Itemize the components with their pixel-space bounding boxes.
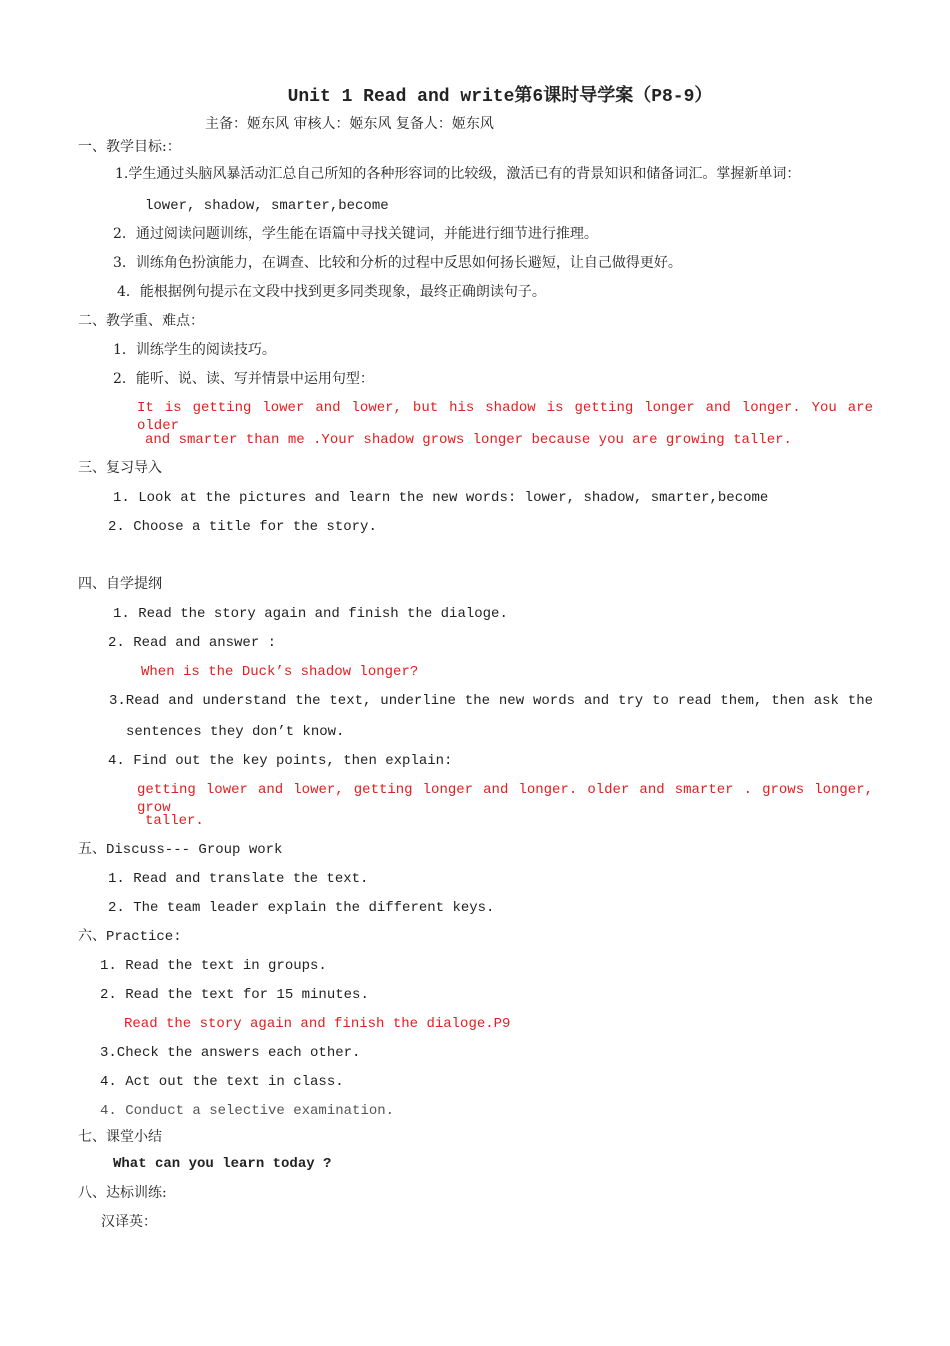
sentence-pattern-line-1: It is getting lower and lower, but his shadow is getting longer and longer. You are older — [137, 400, 873, 434]
self-study-item-2: 2. Read and answer : — [108, 635, 277, 651]
objective-2: 2．通过阅读问题训练，学生能在语篇中寻找关键词，并能进行细节进行推理。 — [113, 226, 598, 242]
section-2-heading: 二、教学重、难点： — [78, 313, 204, 329]
key-points-line-2: taller. — [145, 813, 204, 829]
practice-item-3: 3.Check the answers each other. — [100, 1045, 361, 1061]
section-5-heading: 五、Discuss--- Group work — [78, 842, 283, 858]
self-study-item-1: 1. Read the story again and finish the dialoge. — [113, 606, 508, 622]
review-item-1: 1. Look at the pictures and learn the new words: lower, shadow, smarter,become — [113, 490, 769, 506]
authors-line: 主备：姬东风 审核人：姬东风 复备人：姬东风 — [205, 116, 494, 132]
self-study-question: When is the Duck’s shadow longer? — [141, 664, 419, 680]
translation-task: 汉译英： — [101, 1214, 157, 1230]
sentence-pattern-line-2: and smarter than me .Your shadow grows longer because you are growing taller. — [145, 432, 792, 448]
objective-3: 3．训练角色扮演能力，在调查、比较和分析的过程中反思如何扬长避短，让自己做得更好。 — [113, 255, 682, 271]
objective-1-words: lower, shadow, smarter,become — [145, 198, 389, 214]
summary-question: What can you learn today ? — [113, 1156, 332, 1172]
section-4-heading: 四、自学提纲 — [78, 576, 162, 592]
self-study-item-3-line-1: 3.Read and understand the text, underline the new words and try to read them, then ask the — [109, 693, 873, 709]
key-point-2: 2．能听、说、读、写并情景中运用句型： — [113, 371, 374, 387]
self-study-item-3-line-2: sentences they don’t know. — [126, 724, 345, 740]
practice-item-2: 2. Read the text for 15 minutes. — [100, 987, 369, 1003]
section-8-heading: 八、达标训练: — [78, 1185, 167, 1201]
discuss-item-1: 1. Read and translate the text. — [108, 871, 369, 887]
objective-4: 4．能根据例句提示在文段中找到更多同类现象，最终正确朗读句子。 — [117, 284, 546, 300]
key-point-1: 1．训练学生的阅读技巧。 — [113, 342, 276, 358]
objective-1: 1.学生通过头脑风暴活动汇总自己所知的各种形容词的比较级，激活已有的背景知识和储备词汇。掌握新单词： — [115, 166, 801, 182]
section-6-heading: 六、Practice: — [78, 929, 182, 945]
section-3-heading: 三、复习导入 — [78, 460, 162, 476]
practice-item-1: 1. Read the text in groups. — [100, 958, 327, 974]
practice-item-5: 4. Conduct a selective examination. — [100, 1103, 395, 1119]
self-study-item-4: 4. Find out the key points, then explain: — [108, 753, 453, 769]
page-title: Unit 1 Read and write第6课时导学案（P8-9） — [287, 87, 713, 107]
section-1-heading: 一、教学目标:： — [78, 139, 181, 155]
key-points-line-1: getting lower and lower, getting longer and longer. older and smarter . grows longer, grow — [137, 782, 873, 816]
review-item-2: 2. Choose a title for the story. — [108, 519, 377, 535]
discuss-item-2: 2. The team leader explain the different keys. — [108, 900, 495, 916]
practice-item-4: 4. Act out the text in class. — [100, 1074, 344, 1090]
practice-note: Read the story again and finish the dialoge.P9 — [124, 1016, 511, 1032]
section-7-heading: 七、课堂小结 — [78, 1129, 162, 1145]
